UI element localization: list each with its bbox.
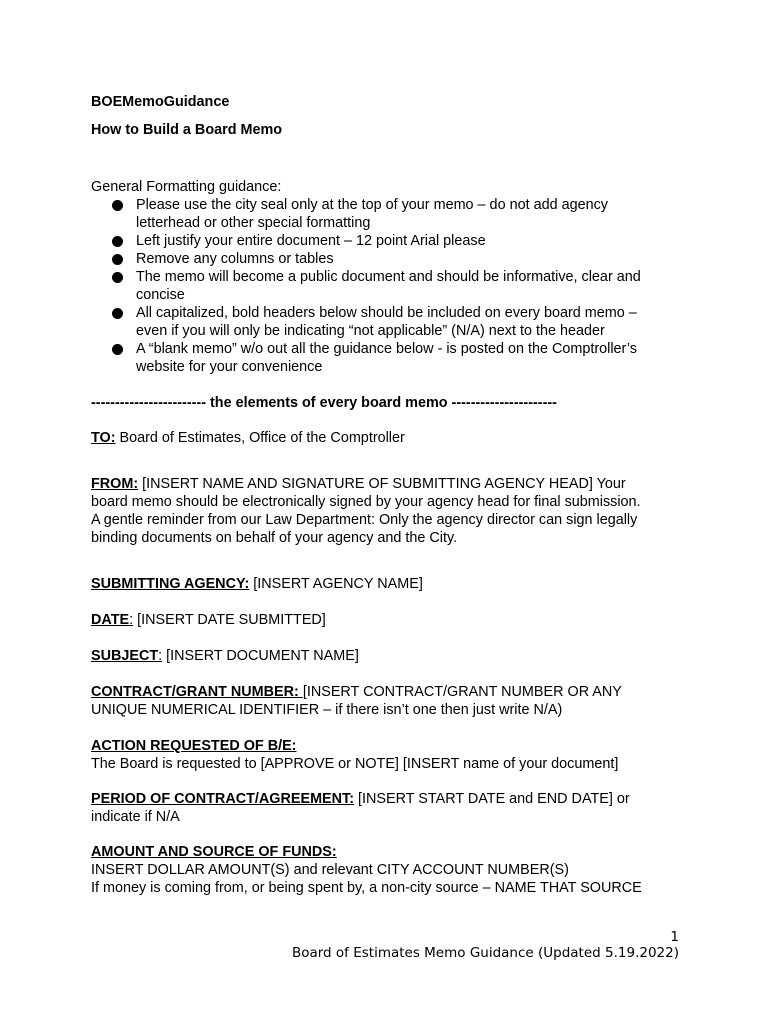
funds-text: INSERT DOLLAR AMOUNT(S) and relevant CITY ACCOUNT NUMBER(S) xyxy=(91,862,569,878)
contract-number-text: UNIQUE NUMERICAL IDENTIFIER – if there isn’t one then just write N/A) xyxy=(91,702,563,718)
footer-text: Board of Estimates Memo Guidance (Updated 5.19.2022) xyxy=(291,945,679,961)
period-text: indicate if N/A xyxy=(91,809,180,825)
period-label: PERIOD OF CONTRACT/AGREEMENT: xyxy=(91,791,355,807)
to-label: TO: xyxy=(91,430,116,446)
contract-number-label: CONTRACT/GRANT NUMBER: xyxy=(91,684,303,700)
contract-number-value: [INSERT CONTRACT/GRANT NUMBER OR ANY xyxy=(302,684,622,700)
from-label: FROM: xyxy=(91,476,139,492)
submitting-agency-value: [INSERT AGENCY NAME] xyxy=(249,576,423,592)
from-text: binding documents on behalf of your agency and the City. xyxy=(91,530,458,546)
to-field xyxy=(91,429,405,447)
bullet-text: letterhead or other special formatting xyxy=(136,215,371,231)
contract-number-field xyxy=(91,683,622,701)
page-number: 1 xyxy=(670,929,679,945)
from-value: [INSERT NAME AND SIGNATURE OF SUBMITTING AGENCY HEAD] Your xyxy=(138,476,626,492)
bullet-text: Remove any columns or tables xyxy=(136,251,334,267)
from-text: board memo should be electronically signed by your agency head for final submission. xyxy=(91,494,641,510)
bullet-text: Please use the city seal only at the top of your memo – do not add agency xyxy=(136,197,608,213)
bullet-text: even if you will only be indicating “not applicable” (N/A) next to the header xyxy=(136,323,605,339)
submitting-agency-field xyxy=(91,575,423,593)
subject-field xyxy=(91,647,359,665)
submitting-agency-label: SUBMITTING AGENCY: xyxy=(91,576,250,592)
bullet-text: website for your convenience xyxy=(136,359,323,375)
bullet-text: All capitalized, bold headers below should be included on every board memo – xyxy=(136,305,637,321)
date-label: DATE xyxy=(91,612,130,628)
bullet-icon xyxy=(112,308,123,319)
bullet-text: A “blank memo” w/o out all the guidance below - is posted on the Comptroller’s xyxy=(136,341,638,357)
bullet-text: Left justify your entire document – 12 point Arial please xyxy=(136,233,486,249)
funds-label: AMOUNT AND SOURCE OF FUNDS: xyxy=(91,844,337,860)
bullet-icon xyxy=(112,236,123,247)
date-colon: : xyxy=(129,612,134,628)
section-divider: ------------------------ the elements of every board memo ---------------------- xyxy=(91,395,557,411)
bullet-icon xyxy=(112,254,123,265)
bullet-text: concise xyxy=(136,287,185,303)
bullet-icon xyxy=(112,272,123,283)
formatting-heading: General Formatting guidance: xyxy=(91,179,282,195)
doc-subtitle: How to Build a Board Memo xyxy=(91,122,283,138)
from-text: A gentle reminder from our Law Department: Only the agency director can sign legally xyxy=(91,512,638,528)
funds-text: If money is coming from, or being spent by, a non-city source – NAME THAT SOURCE xyxy=(91,880,642,896)
from-field xyxy=(91,475,626,493)
action-label: ACTION REQUESTED OF B/E: xyxy=(91,738,297,754)
doc-title: BOEMemoGuidance xyxy=(91,94,230,110)
bullet-icon xyxy=(112,200,123,211)
subject-label: SUBJECT xyxy=(91,648,159,664)
bullet-icon xyxy=(112,344,123,355)
period-value: [INSERT START DATE and END DATE] or xyxy=(354,791,630,807)
subject-colon: : xyxy=(158,648,163,664)
period-field xyxy=(91,790,630,808)
date-field xyxy=(91,611,326,629)
subject-value: [INSERT DOCUMENT NAME] xyxy=(162,648,359,664)
to-value: Board of Estimates, Office of the Comptroller xyxy=(115,430,405,446)
action-text: The Board is requested to [APPROVE or NOTE] [INSERT name of your document] xyxy=(91,756,619,772)
date-value: [INSERT DATE SUBMITTED] xyxy=(133,612,326,628)
bullet-text: The memo will become a public document and should be informative, clear and xyxy=(136,269,641,285)
